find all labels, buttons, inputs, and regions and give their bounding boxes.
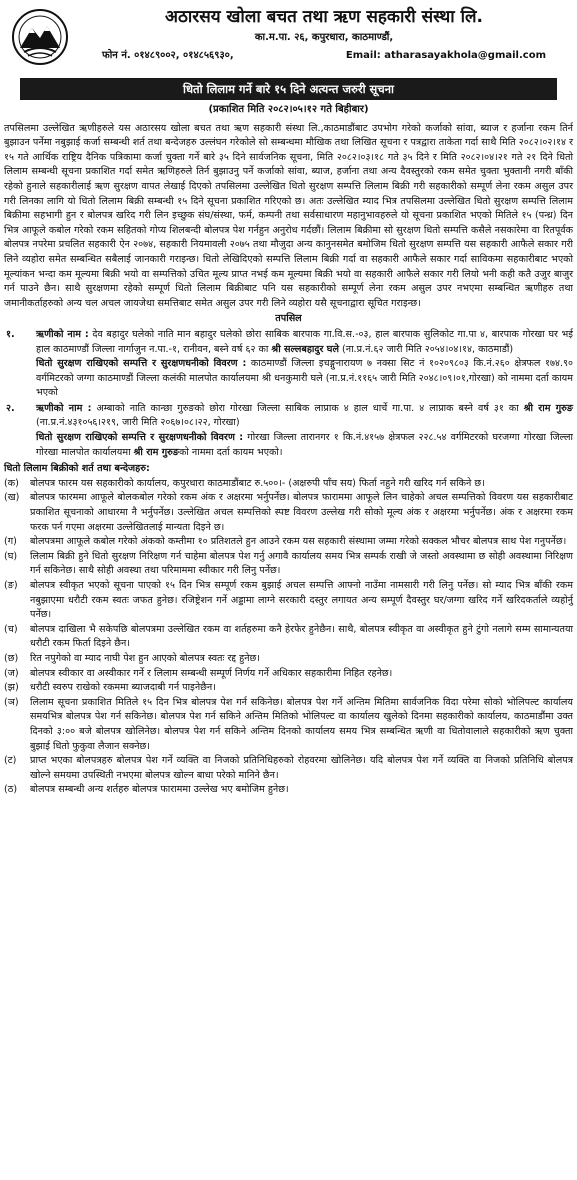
collateral-details-end: को नाममा दर्ता कायम भएको। bbox=[178, 446, 283, 458]
term-label: (ठ) bbox=[4, 784, 18, 796]
term-label: (च) bbox=[4, 623, 18, 635]
term-text: बोलपत्र सम्बन्धी अन्य शर्तहरु बोलपत्र फाराममा उल्लेख भए बमोजिम हुनेछ। bbox=[30, 784, 289, 796]
term-text: धरौटी स्वरुप राखेको रकममा ब्याजदाबी गर्न पाइनेछैन। bbox=[30, 682, 216, 694]
term-text: बोलपत्र स्वीकृत भएको सूचना पाएको १५ दिन भित्र सम्पूर्ण रकम बुझाई अचल सम्पत्ति आफ्नो नाउँमा नामसारी गरी लिनु पर्नेछ। सो म्याद भित्र बाँकी रकम नबुझाएमा धरौटी रकम स्वतः जफत हुनेछ। रजिष्ट्रेशन गर्ने अड्डामा लाग्ने सरकारी दस्तुर लगायत अन्य सम्पूर्ण दैवस्तुर घर/जग्गा खरिद गर्ने खरिदकर्ताले व्यहोर्नु पर्नेछ। bbox=[30, 580, 573, 621]
collateral-line bbox=[36, 431, 573, 460]
term-item bbox=[4, 579, 573, 623]
letterhead bbox=[4, 0, 573, 72]
borrower-citizenship: (ना.प्र.नं.४३१०५६।२१९, जारी मिति २०६७।०८।२२, गोरखा) bbox=[36, 417, 240, 429]
term-item bbox=[4, 667, 573, 682]
collateral-label: धितो सुरक्षण राखिएको सम्पत्ति र सुरक्षणधनीको विवरण : bbox=[36, 358, 247, 370]
borrower-name-label: ऋणीको नाम : bbox=[36, 328, 89, 340]
term-text: प्राप्त भएका बोलपत्रहरु बोलपत्र पेश गर्ने व्यक्ति वा निजको प्रतिनिधिहरुको रोहवरमा खोलिनेछ। यदि बोलपत्र पेश गर्ने व्यक्ति वा निजको प्रतिनिधि बोलपत्र खोल्ने समयमा उपस्थिती नभएमा बोलपत्र खोल्न बाधा परेको मानिने छैन। bbox=[30, 755, 573, 781]
term-item bbox=[4, 783, 573, 798]
term-item bbox=[4, 550, 573, 579]
term-label: (ग) bbox=[4, 536, 17, 548]
borrower-name-line bbox=[36, 328, 573, 357]
term-label: (घ) bbox=[4, 550, 18, 562]
term-text: बोलपत्र स्वीकार वा अस्वीकार गर्ने र लिलाम सम्बन्धी सम्पूर्ण निर्णय गर्ने अधिकार सहकारीमा निहित रहनेछ। bbox=[30, 667, 393, 679]
borrower-number: १. bbox=[6, 328, 15, 340]
collateral-owner: श्री राम गुरुङ bbox=[133, 446, 179, 458]
term-label: (ख) bbox=[4, 492, 20, 504]
borrower-name-label: ऋणीको नाम : bbox=[36, 402, 92, 414]
contact-line bbox=[84, 49, 564, 64]
email-address[interactable]: Email: atharasayakhola@gmail.com bbox=[345, 50, 546, 61]
phone-numbers: फोन नं. ०१४८९००२, ०१४८५६९३०, bbox=[102, 50, 234, 61]
borrower-name: श्री राम गुरुङ bbox=[523, 402, 573, 414]
notice-intro-paragraph: तपसिलमा उल्लेखित ऋणीहरुले यस अठारसय खोला बचत तथा ऋण सहकारी संस्था लि.,काठमाडौंबाट उपभोग गरेको कर्जाको सांवा, ब्याज र हर्जाना रकम तिर्न बुझाउन पर्नेमा नबुझाई कर्जा सम्बन्धी शर्त तथा बन्देजहरु उल्लंघन गरेकोले सो सम्बन्धमा मौखिक तथा लिखित सूचना र पत्रद्वारा ताकेता गर्दा साथै मिति २०८२।०२।१४ र १५ गते आर्थिक राष्ट्रिय दैनिक पत्रिकामा कर्जा चुक्ता गर्ने बारे ३५ दिने सार्वजनिक सूचना, मिति २०८२।०३।१८ गते ३५ दिने र मिति २०८२।०४।२१ गते २१ दिने धितो लिलाम सम्बन्धी सूचना प्रकाशित गर्दा समेत ऋणिहरुले तिर्न बुझाउनु पर्ने कर्जाको सांवा, ब्याज, हर्जाना तथा अन्य दैवस्तुरको रकम समेत चुक्ता भुक्तानी नगरी बाँकी रहेको हुनाले सहकारीलाई ऋण सुरक्षण वापत लेखाई दिएको तपसिलमा उल्लेखित धितो सुरक्षण सम्पत्ति लिलाम बिक्री गरी सहकारीको सम्पूर्ण लेना रकम असुल उपर गरी लिनका लागि यो धितो लिलाम बिक्री सम्बन्धी १५ दिने सूचना प्रकाशित गरिएको छ। अतः उल्लेखित म्याद भित्र तपसिलमा उल्लेखित धितो सुरक्षण सम्पत्ति लिलाम बिक्रीमा सहभागी हुन र बोलपत्र खरिद गरी लिन इच्छुक संघ/संस्था, फर्म, कम्पनी तथा सर्वसाधारण महानुभावहरुले यो सूचना प्रकाशित भएको मितिले १५ (पन्ध्र) दिन भित्र आफूले कबोल गरेको रकम सहितको गोप्य शिलबन्दी बोलपत्र पेश गर्नहुन अनुरोध गर्दछौं। लिलाम बिक्रीमा सो सुरक्षण धितो सम्पत्ति कसैले नसकारेमा वा रितपूर्वक बोलपत्र नपरेमा प्रचलित सहकारी ऐन २०७४, सहकारी नियमावली २०७५ तथा मौजुदा अन्य कानुनसमेत बमोजिम धितो सुरक्षण सम्पत्ति यस सहकारी आफैले सकार गरी लिने व्यहोरा समेत सम्बन्धित सबैलाई जानकारी गराइन्छ। धितो लेखिदिएको सम्पत्ति लिलाम बिक्री गर्दा वा सहकारी आफैले सकार गर्दा साविकमा सहकारीबाट भएको मूल्यांकन भन्दा कम मूल्यमा बिक्री भयो वा सम्पत्तिको उचित मूल्य प्राप्त नभई कम मूल्यमा बिक्री भयो वा सहकारी आफैले सकार गरी लियो भनी कही कतै उजुर बाजुर गर्न पाउने छैन। साथै सुरक्षणमा रहेको सम्पूर्ण धितो लिलाम बिक्रीबाट पनि यस सहकारीको सम्पूर्ण लेना रकम असुल उपर नभएमा सम्बन्धित ऋणीहरु तथा जमानीकर्ताहरुको अन्य चल अचल जायजेथा समत्तिबाट समेत असुल उपर गरी लिने व्यहोरा यसै सूचनाद्वारा सूचित गराइन्छ। bbox=[4, 122, 573, 309]
term-text: बोलपत्र फारम यस सहकारीको कार्यालय, कपुरधारा काठमाडौंबाट रु.५००।- (अक्षरुपी पाँच सय) फिर्ता नहुने गरी खरिद गर्न सकिने छ। bbox=[30, 477, 485, 489]
term-text: बोलपत्र फारममा आफूले बोलकबोल गरेको रकम अंक र अक्षरमा भर्नुपर्नेछ। बोलपत्र फाराममा आफूले लिन चाहेको अचल सम्पत्तिको विवरण यस सहकारीबाट प्रकाशित सूचनाको आधारमा नै भर्नुपर्नेछ। उल्लेखित अचल सम्पत्तिको स्पष्ट विवरण उल्लेख गरी सोको मूल्य अंक र अक्षरमा भर्नुपर्नेछ। अंक र अक्षरमा रकम फरक पर्न गएमा अक्षरमा उल्लेखितलाई मान्यता दिइने छ। bbox=[30, 492, 573, 533]
borrower-name: श्री सल्लबहादुर घले bbox=[271, 343, 339, 355]
term-item bbox=[4, 696, 573, 754]
cooperative-logo-icon bbox=[10, 8, 70, 66]
term-item bbox=[4, 652, 573, 667]
term-item bbox=[4, 477, 573, 492]
term-item bbox=[4, 535, 573, 550]
term-label: (छ) bbox=[4, 652, 19, 664]
collateral-details: गोरखा जिल्ला तारानगर १ कि.नं.४१५७ क्षेत्रफल २२८.५४ वर्गमिटरको घरजग्गा गोरखा जिल्ला गोरखा मालपोत कार्यालयमा bbox=[36, 432, 573, 458]
borrower-citizenship: (ना.प्र.नं.६२ जारी मिति २०५४।०४।१४, काठमाडौं) bbox=[338, 343, 514, 355]
term-label: (ज) bbox=[4, 667, 19, 679]
borrower-number: २. bbox=[6, 402, 15, 414]
term-text: बोलपत्र दाखिला भै सकेपछि बोलपत्रमा उल्लेखित रकम वा शर्तहरुमा कनै हेरफेर हुनेछैन। साथै, बोलपत्र स्वीकृत वा अस्वीकृत हुने टुंगो नलागे सम्म सामान्यतया धरौटी रकम फिर्ता दिइने छैन। bbox=[30, 623, 573, 650]
tapsil-heading: तपसिल bbox=[275, 313, 302, 325]
borrower-entry-1 bbox=[4, 328, 573, 401]
collateral-label: धितो सुरक्षण राखिएको सम्पत्ति र सुरक्षणधनीको विवरण : bbox=[36, 432, 244, 444]
collateral-line bbox=[36, 357, 573, 401]
term-item bbox=[4, 681, 573, 696]
terms-list bbox=[4, 477, 573, 798]
borrower-entry-2 bbox=[4, 402, 573, 460]
organization-address: का.म.पा. २६, कपुरधारा, काठमाण्डौं, bbox=[254, 32, 394, 43]
term-text: रित नपुगेको वा म्याद नाघी पेश हुन आएको बोलपत्र स्वतः रद्द हुनेछ। bbox=[30, 652, 260, 664]
term-text: लिलाम सूचना प्रकाशित मितिले १५ दिन भित्र बोलपत्र पेश गर्न सकिनेछ। बोलपत्र पेश गर्ने अन्तिम मितिमा सार्वजनिक विदा परेमा सोको भोलिपल्ट कार्यालय समयभित्र बोलपत्र पेश गर्न सकिनेछ। बोलपत्र पेश गर्न सकिने अन्तिम मितिको भोलिपल्ट वा कार्यालय खुलेको दिनमा सहकारीको कार्यालय, काठमाडौंमा उक्त दिनको ३:०० बजे बोलपत्र खोलिनेछ। बोलपत्र पेश गर्न सकिने अन्तिम दिनको कार्यालय समय भित्र सम्बन्धित ऋणी वा धितोवालाले सहकारीको ऋण चुक्ता बुझाई धितो फुकुवा लैजान सक्नेछ। bbox=[30, 696, 573, 752]
borrower-name-line bbox=[36, 402, 573, 431]
term-label: (ञ) bbox=[4, 696, 19, 708]
notice-title-banner: धितो लिलाम गर्ने बारे १५ दिने अत्यन्त जरुरी सूचना bbox=[20, 78, 557, 100]
term-item bbox=[4, 623, 573, 652]
term-item bbox=[4, 754, 573, 783]
term-item bbox=[4, 491, 573, 535]
term-label: (क) bbox=[4, 477, 19, 489]
term-label: (ङ) bbox=[4, 580, 18, 591]
term-label: (ट) bbox=[4, 755, 17, 767]
borrower-details: देव बहादुर घलेको नाति मान बहादुर घलेको छोरा साबिक बारपाक गा.वि.स.-०३, हाल बारपाक सुलिकोट गा.पा ४, बारपाक गोरखा घर भई हाल काठमाण्डौं जिल्ला नार्गाजुन न.पा.-१, रानीवन, बस्ने वर्ष ६२ का bbox=[36, 328, 573, 355]
organization-name: अठारसय खोला बचत तथा ऋण सहकारी संस्था लि. bbox=[165, 7, 483, 27]
term-label: (झ) bbox=[4, 682, 19, 694]
term-text: लिलाम बिक्री हुने धितो सुरक्षण निरिक्षण गर्न चाहेमा बोलपत्र पेश गर्नु अगावै कार्यालय समय भित्र सम्पर्क राखी जे जस्तो अवस्थामा छ सोही अवस्थामा निरिक्षण गर्न सकिनेछ। साथै सोही अवस्था तथा परिमाममा स्वीकार गरी लिनु पर्नेछ। bbox=[30, 550, 573, 577]
collateral-details: काठमाण्डौं जिल्ला इचङ्गुनारायण ७ नक्सा सिट नं १०२०९८०३ कि.नं.२६० क्षेत्रफल १७४.९० वर्गमिटरको जग्गा काठमाण्डौं जिल्ला कलंकी मालपोत कार्यालयमा श्री धनकुमारी घले (ना.प्र.नं.११६५ जारी मिति २०४८।०९।०१,गोरखा) को नाममा दर्ता कायम भएको bbox=[36, 358, 574, 399]
term-text: बोलपत्रमा आफूले कबोल गरेको अंकको कम्तीमा १० प्रतिशतले हुन आउने रकम यस सहकारी संस्थामा जम्मा गरेको सक्कल भौचर बोलपत्र साथ पेश गनुपर्नेछ। bbox=[30, 536, 567, 548]
publication-date: (प्रकाशित मिति २०८२।०५।१२ गते बिहीबार) bbox=[208, 104, 369, 115]
terms-heading: धितो लिलाम बिक्रीको शर्त तथा बन्देजहरु: bbox=[4, 463, 150, 475]
borrower-details: अम्बाको नाति कान्छा गुरुङको छोरा गोरखा जिल्ला साबिक लाप्राक ४ हाल धार्चे गा.पा. ४ लाप्राक बस्ने वर्ष ३१ का bbox=[91, 402, 524, 414]
